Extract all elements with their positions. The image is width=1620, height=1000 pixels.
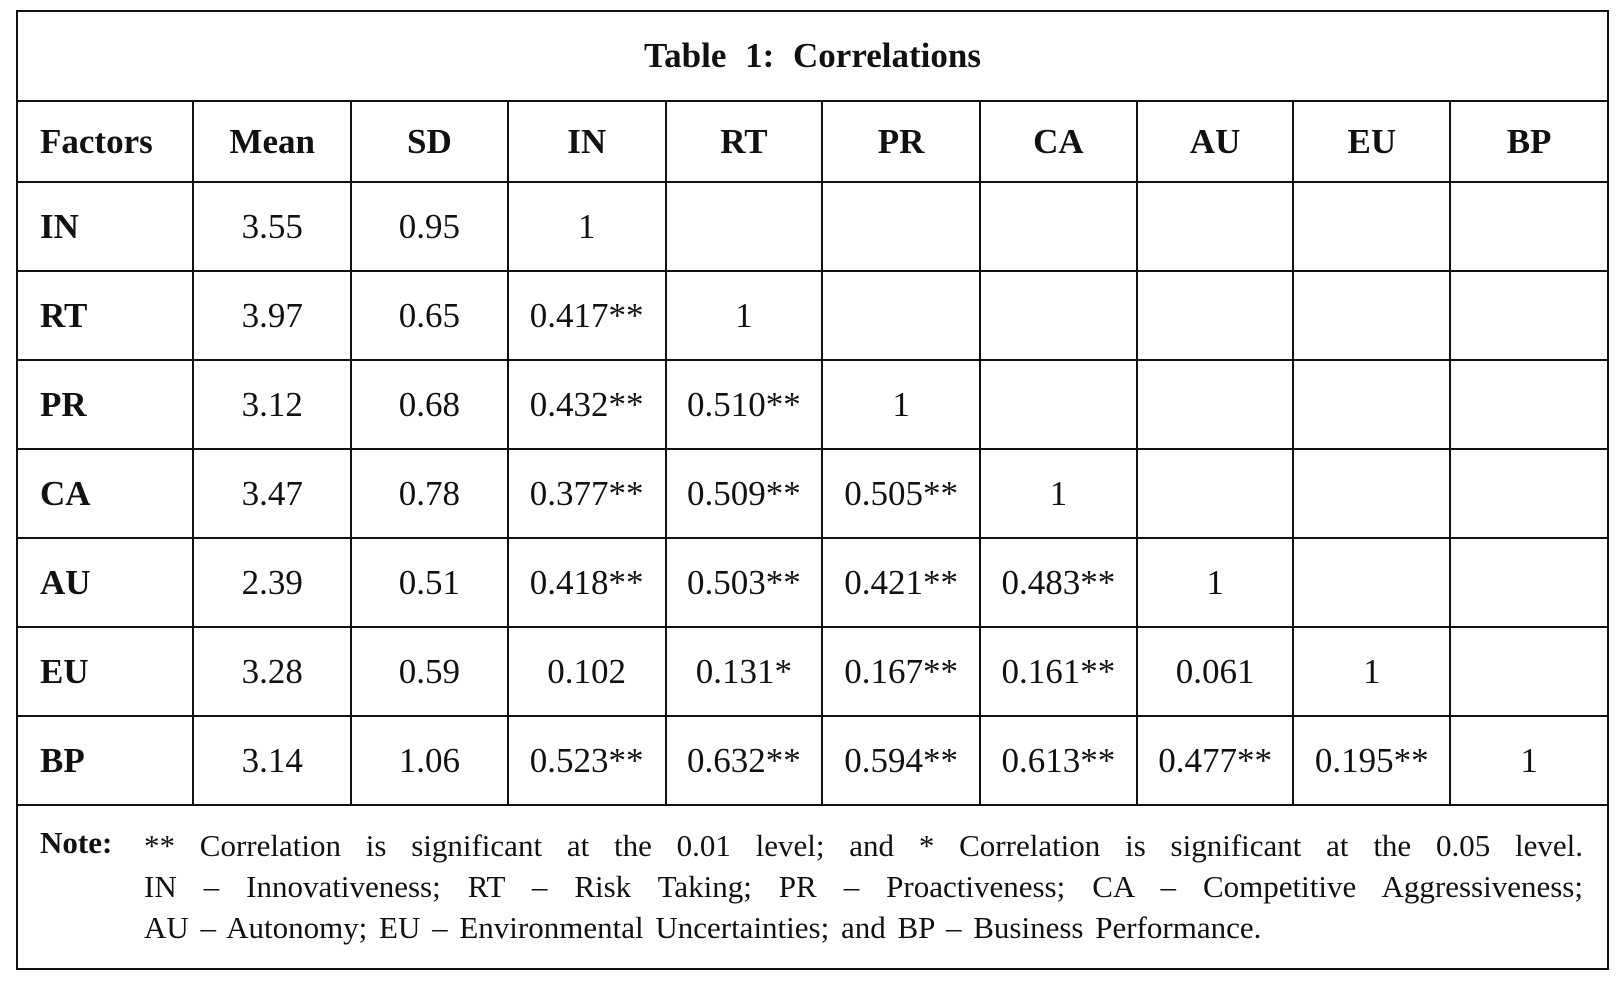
cell-ca: [980, 360, 1137, 449]
cell-mean: 3.97: [193, 271, 351, 360]
cell-in: 0.523**: [508, 716, 666, 805]
cell-pr: 1: [822, 360, 980, 449]
table-row: [17, 449, 1608, 538]
table-row: [17, 271, 1608, 360]
header-factors: Factors: [17, 101, 193, 182]
table-note-cell: [17, 805, 1608, 969]
cell-pr: [822, 182, 980, 271]
cell-ca: 0.161**: [980, 627, 1137, 716]
cell-eu: 0.195**: [1293, 716, 1450, 805]
cell-factor: AU: [17, 538, 193, 627]
cell-sd: 1.06: [351, 716, 508, 805]
cell-ca: [980, 182, 1137, 271]
table-header-row: [17, 101, 1608, 182]
cell-mean: 3.55: [193, 182, 351, 271]
cell-sd: 0.65: [351, 271, 508, 360]
cell-bp: [1450, 182, 1608, 271]
cell-rt: 0.632**: [666, 716, 823, 805]
note-text: [144, 825, 1583, 948]
cell-mean: 2.39: [193, 538, 351, 627]
cell-eu: [1293, 182, 1450, 271]
cell-bp: [1450, 271, 1608, 360]
cell-bp: [1450, 538, 1608, 627]
cell-in: 0.377**: [508, 449, 666, 538]
header-pr: PR: [822, 101, 980, 182]
cell-au: [1137, 449, 1294, 538]
cell-factor: EU: [17, 627, 193, 716]
header-bp: BP: [1450, 101, 1608, 182]
cell-rt: 0.131*: [666, 627, 823, 716]
cell-mean: 3.12: [193, 360, 351, 449]
correlations-table: [16, 10, 1609, 970]
cell-pr: 0.505**: [822, 449, 980, 538]
cell-sd: 0.95: [351, 182, 508, 271]
cell-ca: 1: [980, 449, 1137, 538]
cell-au: [1137, 271, 1294, 360]
cell-eu: [1293, 449, 1450, 538]
cell-ca: 0.483**: [980, 538, 1137, 627]
cell-factor: IN: [17, 182, 193, 271]
table-row: [17, 538, 1608, 627]
cell-rt: 0.509**: [666, 449, 823, 538]
cell-eu: [1293, 360, 1450, 449]
cell-au: [1137, 360, 1294, 449]
cell-in: 1: [508, 182, 666, 271]
cell-sd: 0.78: [351, 449, 508, 538]
table-title-row: [17, 11, 1608, 101]
table-row: [17, 360, 1608, 449]
header-eu: EU: [1293, 101, 1450, 182]
cell-eu: [1293, 538, 1450, 627]
cell-factor: BP: [17, 716, 193, 805]
cell-pr: 0.594**: [822, 716, 980, 805]
cell-pr: 0.167**: [822, 627, 980, 716]
cell-sd: 0.51: [351, 538, 508, 627]
cell-bp: [1450, 360, 1608, 449]
cell-mean: 3.47: [193, 449, 351, 538]
note-line-abbreviations-2: AU – Autonomy; EU – Environmental Uncertainties; and BP – Business Performance.: [144, 909, 1262, 945]
cell-ca: 0.613**: [980, 716, 1137, 805]
table-body: [17, 182, 1608, 805]
cell-bp: [1450, 627, 1608, 716]
header-sd: SD: [351, 101, 508, 182]
cell-factor: CA: [17, 449, 193, 538]
header-in: IN: [508, 101, 666, 182]
table-row: [17, 716, 1608, 805]
table-row: [17, 627, 1608, 716]
header-ca: CA: [980, 101, 1137, 182]
cell-mean: 3.14: [193, 716, 351, 805]
cell-sd: 0.59: [351, 627, 508, 716]
cell-au: 0.477**: [1137, 716, 1294, 805]
cell-rt: 0.510**: [666, 360, 823, 449]
cell-factor: PR: [17, 360, 193, 449]
cell-eu: [1293, 271, 1450, 360]
table-row: [17, 182, 1608, 271]
cell-in: 0.432**: [508, 360, 666, 449]
header-rt: RT: [666, 101, 823, 182]
cell-rt: 1: [666, 271, 823, 360]
cell-pr: [822, 271, 980, 360]
cell-bp: [1450, 449, 1608, 538]
header-au: AU: [1137, 101, 1294, 182]
cell-eu: 1: [1293, 627, 1450, 716]
table-title: Table 1: Correlations: [17, 11, 1608, 101]
cell-au: 1: [1137, 538, 1294, 627]
table-note-row: [17, 805, 1608, 969]
cell-factor: RT: [17, 271, 193, 360]
note-line-abbreviations-1: IN – Innovativeness; RT – Risk Taking; PR – Proactiveness; CA – Competitive Aggressiveness;: [144, 868, 1583, 904]
cell-sd: 0.68: [351, 360, 508, 449]
cell-rt: [666, 182, 823, 271]
cell-in: 0.102: [508, 627, 666, 716]
cell-mean: 3.28: [193, 627, 351, 716]
cell-in: 0.417**: [508, 271, 666, 360]
header-mean: Mean: [193, 101, 351, 182]
cell-in: 0.418**: [508, 538, 666, 627]
cell-rt: 0.503**: [666, 538, 823, 627]
note: [40, 825, 1583, 948]
note-line-significance: ** Correlation is significant at the 0.01 level; and * Correlation is significant at the 0.05 level.: [144, 827, 1583, 863]
cell-bp: 1: [1450, 716, 1608, 805]
cell-au: 0.061: [1137, 627, 1294, 716]
cell-au: [1137, 182, 1294, 271]
cell-pr: 0.421**: [822, 538, 980, 627]
cell-ca: [980, 271, 1137, 360]
note-label: Note:: [40, 824, 113, 860]
